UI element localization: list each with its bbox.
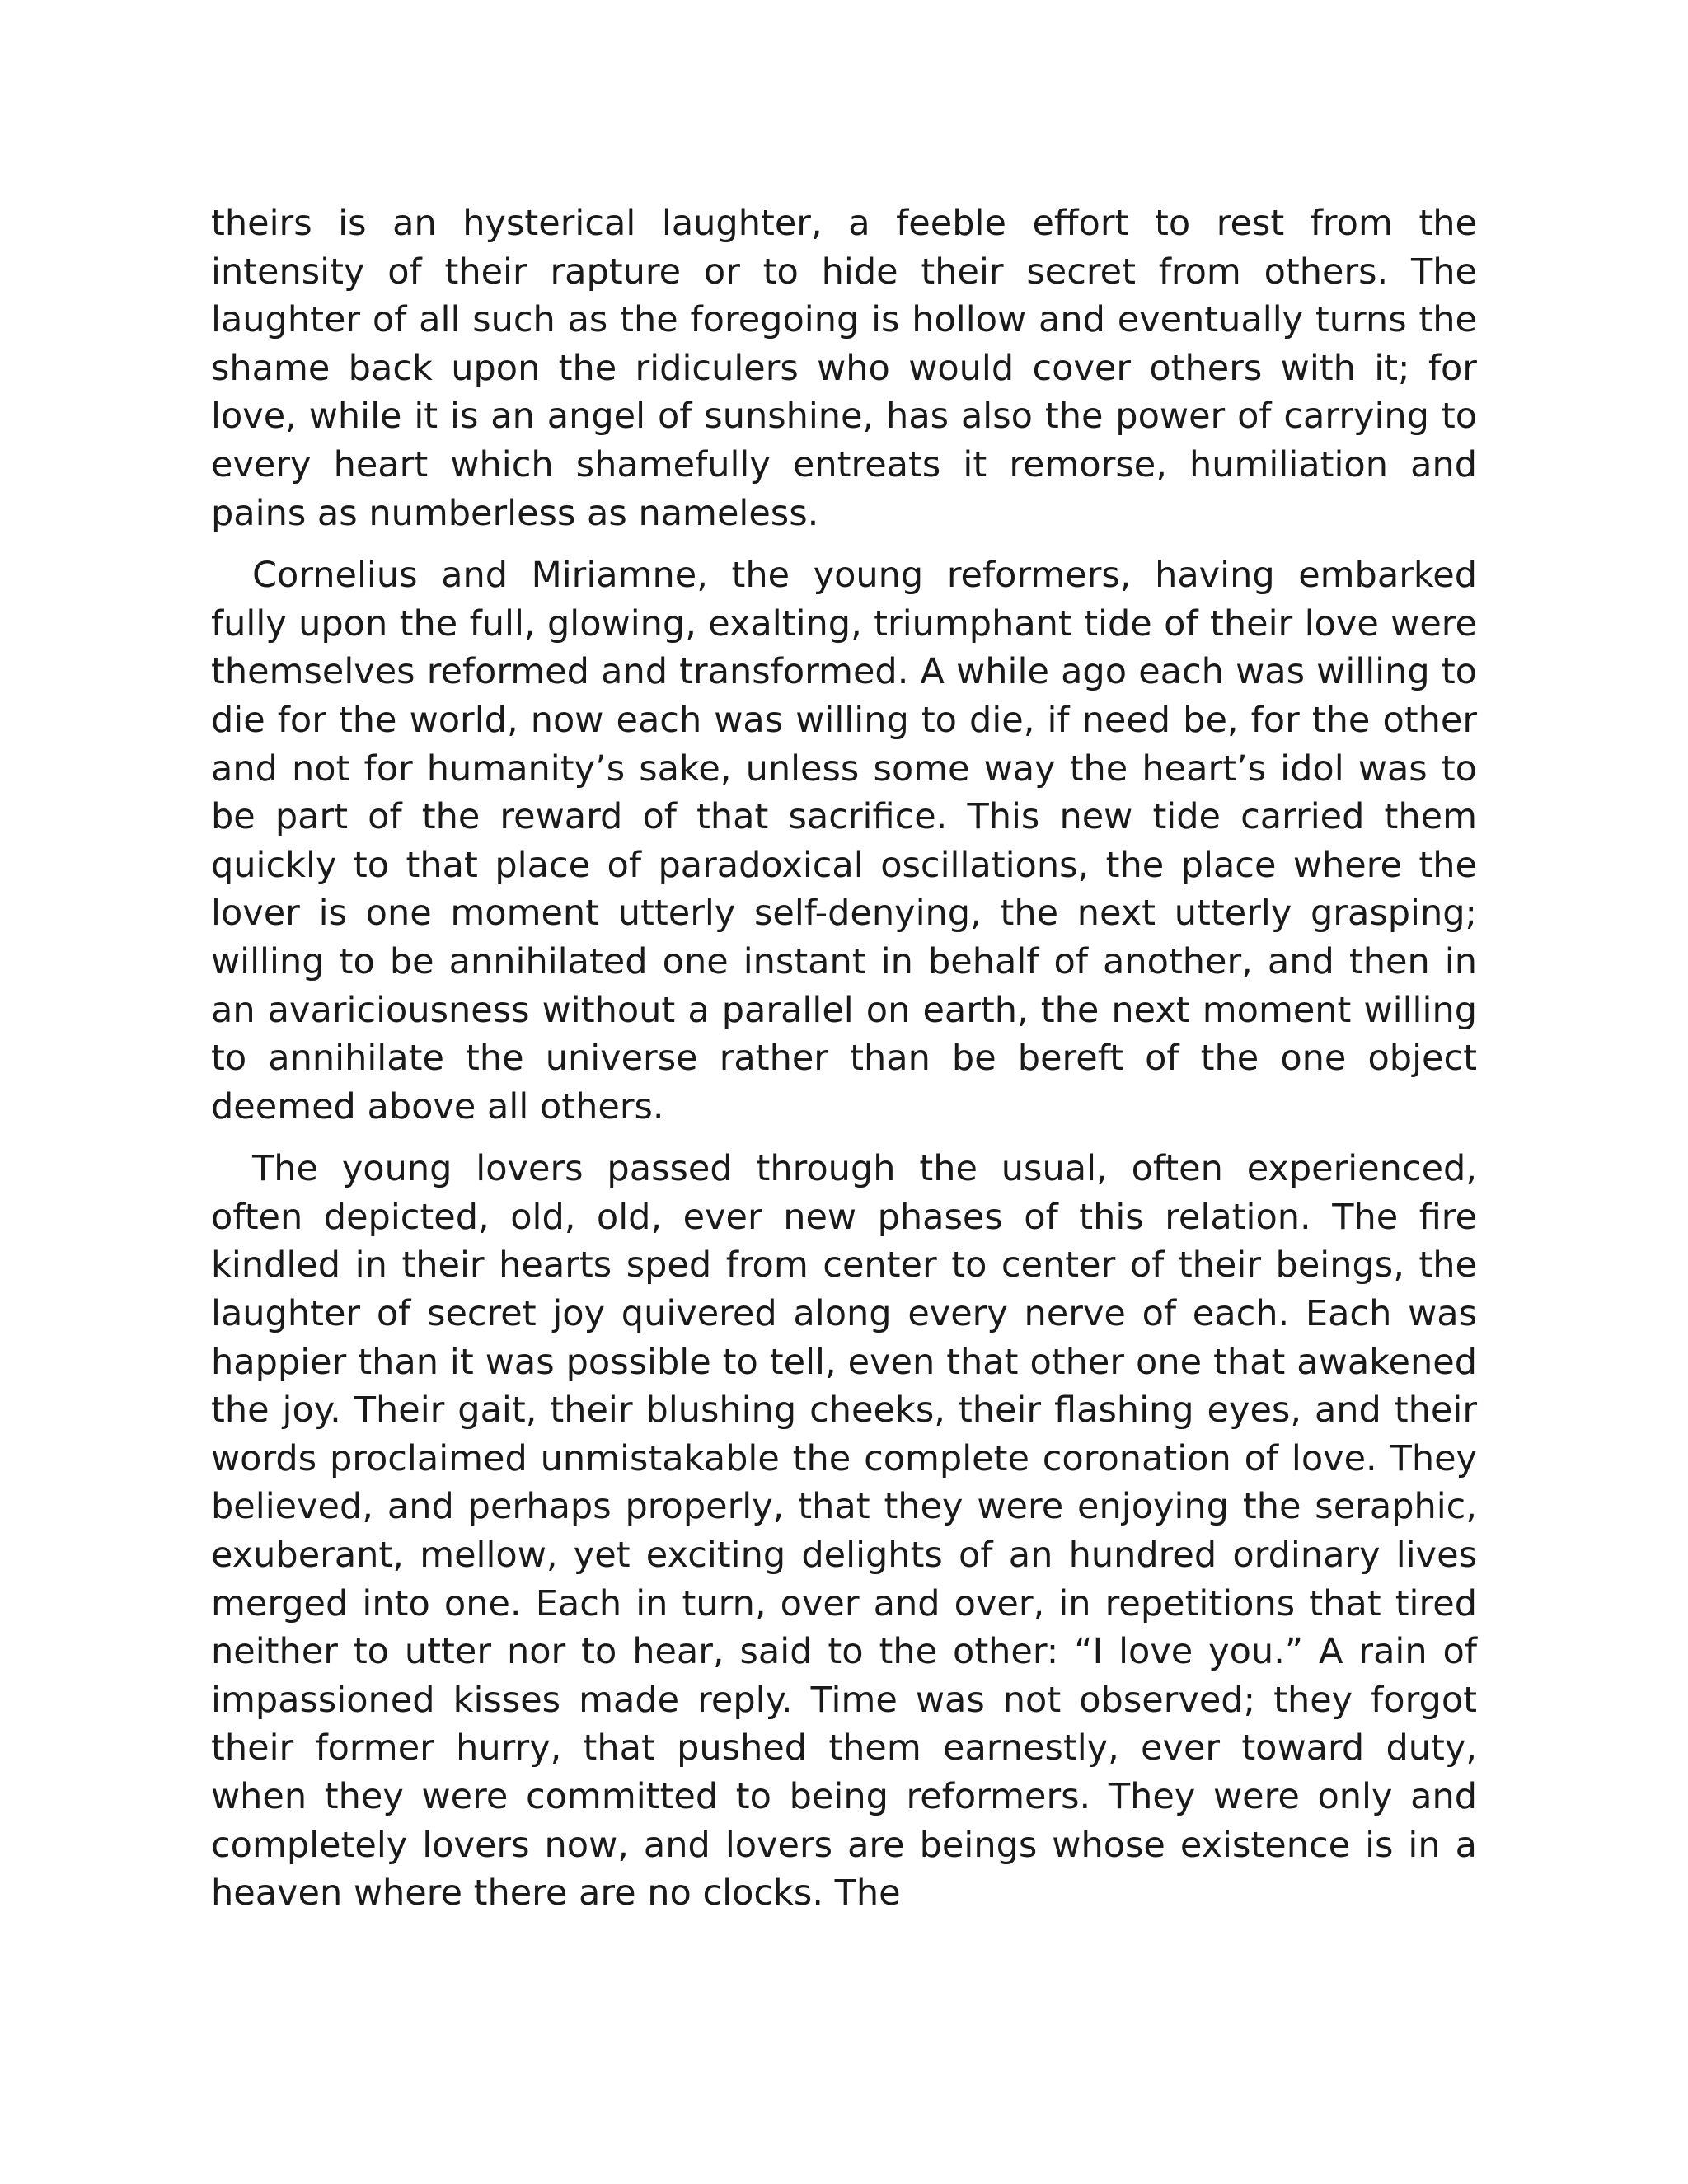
paragraph-2: Cornelius and Miriamne, the young reformers, having embarked fully upon the full, glowing, exalting, triumphant tide of their love were themselves reformed and transformed. A while ago each was willing to die for the world, now each was willing to die, if need be, for the other and not for humanity’s sake, unless some way the heart’s idol was to be part of the reward of that sacrifice. This new tide carried them quickly to that place of paradoxical oscillations, the place where the lover is one moment utterly self-denying, the next utterly grasping; willing to be annihilated one instant in behalf of another, and then in an avariciousness without a parallel on earth, the next moment willing to annihilate the universe rather than be bereft of the one object deemed above all others. (211, 555, 1477, 1127)
paragraph-1: theirs is an hysterical laughter, a feeble effort to rest from the intensity of their rapture or to hide their secret from others. The laughter of all such as the foregoing is hollow and eventually turns the shame back upon the ridiculers who would cover others with it; for love, while it is an angel of sunshine, has also the power of carrying to every heart which shamefully entreats it remorse, humiliation and pains as numberless as nameless. (211, 203, 1477, 534)
page-body (211, 199, 1477, 1918)
paragraph-3: The young lovers passed through the usual, often experienced, often depicted, old, old, ever new phases of this relation. The fire kindled in their hearts sped from center to center of their beings, the laughter of secret joy quivered along every nerve of each. Each was happier than it was possible to tell, even that other one that awakened the joy. Their gait, their blushing cheeks, their flashing eyes, and their words proclaimed unmistakable the complete coronation of love. They believed, and perhaps properly, that they were enjoying the seraphic, exuberant, mellow, yet exciting delights of an hundred ordinary lives merged into one. Each in turn, over and over, in repetitions that tired neither to utter nor to hear, said to the other: “I love you.” A rain of impassioned kisses made reply. Time was not observed; they forgot their former hurry, that pushed them earnestly, ever toward duty, when they were committed to being reformers. They were only and completely lovers now, and lovers are beings whose existence is in a heaven where there are no clocks. The (211, 1148, 1477, 1915)
